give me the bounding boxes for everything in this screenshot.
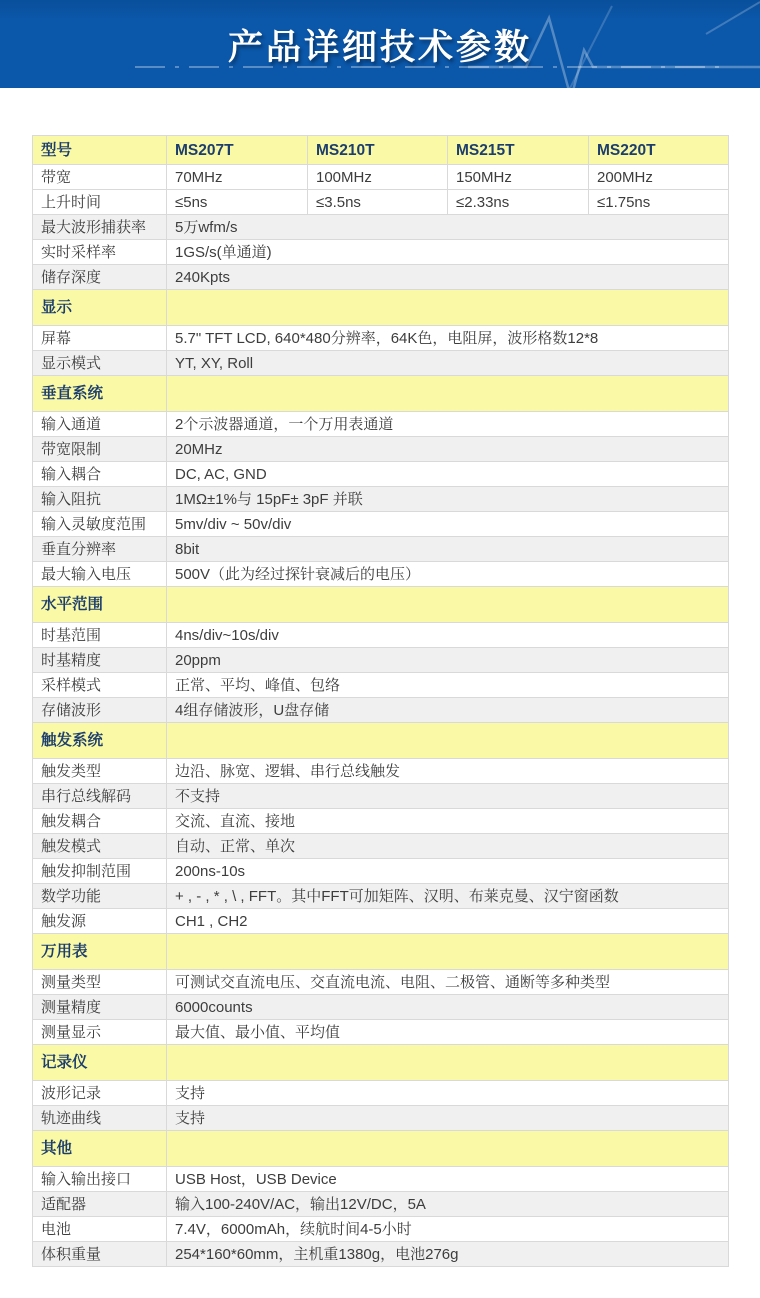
spec-row (33, 1192, 729, 1217)
row-label: 储存深度 (33, 265, 167, 290)
spec-row (33, 351, 729, 376)
row-label: 电池 (33, 1217, 167, 1242)
page-title: 产品详细技术参数 (227, 28, 532, 67)
row-label: 触发源 (33, 909, 167, 934)
row-label: 输入输出接口 (33, 1167, 167, 1192)
row-value: 4组存储波形，U盘存储 (167, 698, 729, 723)
row-label: 输入阻抗 (33, 487, 167, 512)
row-value: + , - , * , \ , FFT。其中FFT可加矩阵、汉明、布莱克曼、汉宁窗函数 (167, 884, 729, 909)
row-value: ≤3.5ns (308, 190, 448, 215)
section-header-row (33, 1045, 729, 1081)
row-label: 输入灵敏度范围 (33, 512, 167, 537)
row-value: 4ns/div~10s/div (167, 623, 729, 648)
row-label: 触发耦合 (33, 809, 167, 834)
row-label: 采样模式 (33, 673, 167, 698)
section-header-row (33, 1131, 729, 1167)
header-banner (0, 0, 760, 88)
row-value: 150MHz (448, 165, 589, 190)
row-value: 20MHz (167, 437, 729, 462)
row-value: 5mv/div ~ 50v/div (167, 512, 729, 537)
section-header-row (33, 290, 729, 326)
spec-row (33, 623, 729, 648)
row-label: 触发类型 (33, 759, 167, 784)
row-value: YT, XY, Roll (167, 351, 729, 376)
section-title: 触发系统 (33, 723, 167, 759)
row-value: 自动、正常、单次 (167, 834, 729, 859)
row-label: 波形记录 (33, 1081, 167, 1106)
spec-row (33, 1167, 729, 1192)
row-label: 实时采样率 (33, 240, 167, 265)
row-value: 5.7" TFT LCD, 640*480分辨率，64K色，电阻屏，波形格数12*8 (167, 326, 729, 351)
spec-row (33, 909, 729, 934)
row-label: 串行总线解码 (33, 784, 167, 809)
row-value: 输入100-240V/AC，输出12V/DC，5A (167, 1192, 729, 1217)
row-value: ≤2.33ns (448, 190, 589, 215)
row-label: 触发模式 (33, 834, 167, 859)
row-value: 70MHz (167, 165, 308, 190)
column-header-label: 型号 (33, 136, 167, 165)
spec-row (33, 995, 729, 1020)
row-label: 测量类型 (33, 970, 167, 995)
spec-row (33, 1081, 729, 1106)
section-header-row (33, 723, 729, 759)
row-label: 轨迹曲线 (33, 1106, 167, 1131)
row-value: 最大值、最小值、平均值 (167, 1020, 729, 1045)
row-value: 6000counts (167, 995, 729, 1020)
row-value: 20ppm (167, 648, 729, 673)
column-header-model: MS220T (589, 136, 729, 165)
spec-row (33, 462, 729, 487)
section-spacer (167, 376, 729, 412)
spec-row (33, 698, 729, 723)
spec-row (33, 537, 729, 562)
row-label: 屏幕 (33, 326, 167, 351)
row-value: 5万wfm/s (167, 215, 729, 240)
column-header-model: MS207T (167, 136, 308, 165)
section-title: 显示 (33, 290, 167, 326)
spec-row (33, 1020, 729, 1045)
section-title: 其他 (33, 1131, 167, 1167)
row-value: DC, AC, GND (167, 462, 729, 487)
row-value: 不支持 (167, 784, 729, 809)
row-label: 时基范围 (33, 623, 167, 648)
section-title: 万用表 (33, 934, 167, 970)
row-value: 交流、直流、接地 (167, 809, 729, 834)
row-label: 最大输入电压 (33, 562, 167, 587)
spec-row (33, 884, 729, 909)
section-title: 垂直系统 (33, 376, 167, 412)
row-value: 8bit (167, 537, 729, 562)
row-value: 100MHz (308, 165, 448, 190)
spec-row (33, 215, 729, 240)
spec-row (33, 1106, 729, 1131)
row-label: 垂直分辨率 (33, 537, 167, 562)
row-value: 1GS/s(单通道) (167, 240, 729, 265)
spec-row (33, 487, 729, 512)
row-label: 时基精度 (33, 648, 167, 673)
spec-row (33, 512, 729, 537)
row-label: 带宽限制 (33, 437, 167, 462)
row-value: 200MHz (589, 165, 729, 190)
spec-row (33, 784, 729, 809)
spec-row (33, 834, 729, 859)
spec-row (33, 437, 729, 462)
spec-table-body (33, 136, 729, 1267)
spec-row (33, 673, 729, 698)
spec-row (33, 165, 729, 190)
row-value: 500V（此为经过探针衰减后的电压） (167, 562, 729, 587)
row-value: 可测试交直流电压、交直流电流、电阻、二极管、通断等多种类型 (167, 970, 729, 995)
spec-table-container (0, 88, 760, 1267)
row-value: 7.4V，6000mAh，续航时间4-5小时 (167, 1217, 729, 1242)
row-value: 支持 (167, 1106, 729, 1131)
row-label: 上升时间 (33, 190, 167, 215)
spec-row (33, 562, 729, 587)
section-title: 水平范围 (33, 587, 167, 623)
row-value: 200ns-10s (167, 859, 729, 884)
row-label: 存储波形 (33, 698, 167, 723)
spec-row (33, 190, 729, 215)
section-header-row (33, 587, 729, 623)
row-value: USB Host，USB Device (167, 1167, 729, 1192)
spec-row (33, 759, 729, 784)
row-label: 数学功能 (33, 884, 167, 909)
spec-row (33, 1242, 729, 1267)
column-header-model: MS210T (308, 136, 448, 165)
row-label: 体积重量 (33, 1242, 167, 1267)
section-spacer (167, 587, 729, 623)
row-value: ≤5ns (167, 190, 308, 215)
column-header-model: MS215T (448, 136, 589, 165)
section-spacer (167, 1045, 729, 1081)
row-value: 254*160*60mm，主机重1380g，电池276g (167, 1242, 729, 1267)
section-spacer (167, 723, 729, 759)
section-spacer (167, 290, 729, 326)
row-label: 触发抑制范围 (33, 859, 167, 884)
row-value: 240Kpts (167, 265, 729, 290)
section-header-row (33, 376, 729, 412)
spec-row (33, 859, 729, 884)
section-spacer (167, 1131, 729, 1167)
row-label: 适配器 (33, 1192, 167, 1217)
row-label: 输入通道 (33, 412, 167, 437)
spec-row (33, 326, 729, 351)
row-value: 正常、平均、峰值、包络 (167, 673, 729, 698)
spec-row (33, 648, 729, 673)
row-label: 最大波形捕获率 (33, 215, 167, 240)
row-label: 测量显示 (33, 1020, 167, 1045)
row-value: 支持 (167, 1081, 729, 1106)
section-title: 记录仪 (33, 1045, 167, 1081)
spec-row (33, 1217, 729, 1242)
row-value: 2个示波器通道，一个万用表通道 (167, 412, 729, 437)
spec-row (33, 809, 729, 834)
section-spacer (167, 934, 729, 970)
row-label: 显示模式 (33, 351, 167, 376)
section-header-row (33, 934, 729, 970)
row-label: 带宽 (33, 165, 167, 190)
spec-row (33, 412, 729, 437)
spec-row (33, 970, 729, 995)
row-label: 输入耦合 (33, 462, 167, 487)
row-value: 1MΩ±1%与 15pF± 3pF 并联 (167, 487, 729, 512)
row-value: CH1 , CH2 (167, 909, 729, 934)
row-label: 测量精度 (33, 995, 167, 1020)
row-value: ≤1.75ns (589, 190, 729, 215)
spec-row (33, 265, 729, 290)
spec-row (33, 240, 729, 265)
table-header-row (33, 136, 729, 165)
spec-table (32, 135, 729, 1267)
row-value: 边沿、脉宽、逻辑、串行总线触发 (167, 759, 729, 784)
